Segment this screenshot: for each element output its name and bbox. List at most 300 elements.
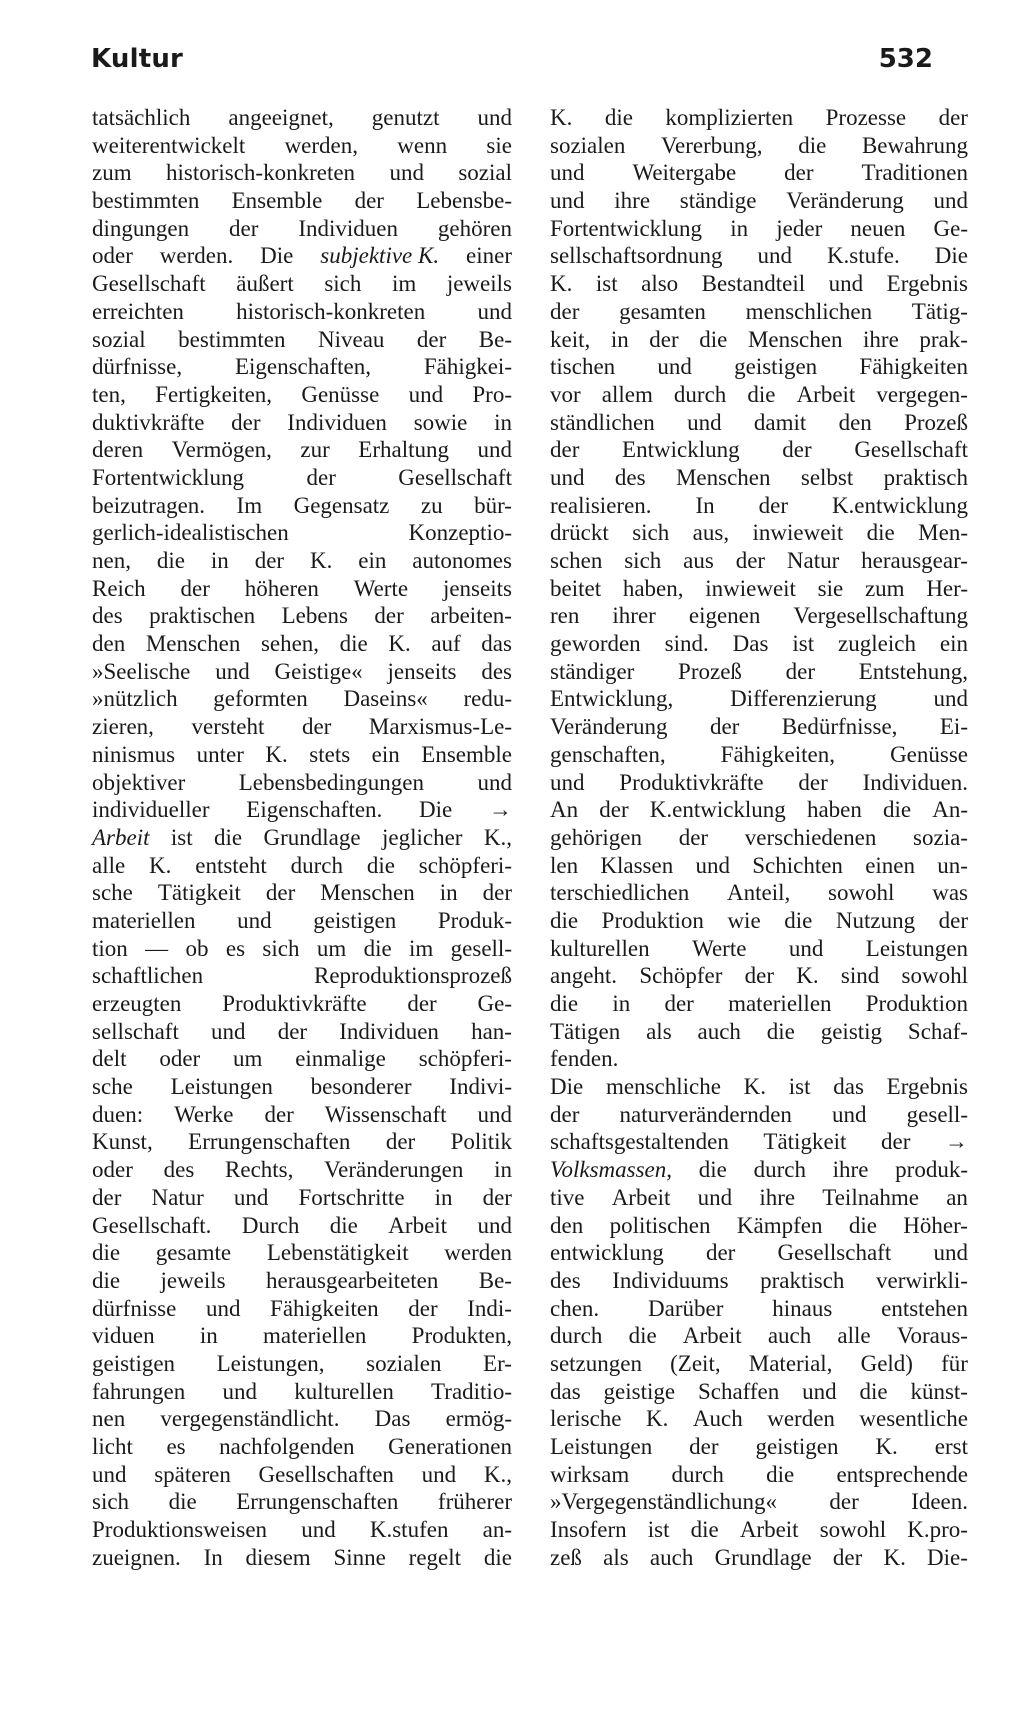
word: und (933, 686, 968, 712)
word: Prozeß (678, 658, 742, 684)
word: K. (796, 963, 819, 989)
word: tischen (550, 354, 616, 380)
word: Die (934, 243, 968, 269)
word: Werke (174, 1101, 234, 1127)
word: Be- (478, 1267, 512, 1293)
text-line (550, 1516, 968, 1544)
word: → (944, 1129, 968, 1155)
text-line (92, 1378, 512, 1406)
word: Insofern (550, 1517, 627, 1543)
word: Konzeptio- (408, 520, 512, 546)
word: Genüsse (301, 381, 380, 407)
word: ständlichen (550, 409, 655, 435)
word: und (695, 852, 730, 878)
word: und (301, 1517, 336, 1543)
word: ein (358, 548, 387, 573)
text-line (550, 381, 968, 409)
word: werden (767, 1406, 835, 1432)
word: Gesellschaft. (92, 1212, 212, 1238)
word: die (329, 1212, 358, 1238)
word: Produktionsweisen (92, 1517, 268, 1543)
word: jeweils (446, 271, 512, 297)
word: einen (865, 852, 916, 878)
word: der (550, 437, 580, 463)
word: sehen, (260, 631, 320, 657)
word: allem (601, 381, 653, 407)
word: beizutragen. (92, 492, 206, 518)
word: der (550, 1101, 580, 1127)
word: auch (649, 1544, 694, 1570)
word: die (483, 1544, 512, 1570)
word: K. (875, 1434, 898, 1459)
word: Teilnahme (822, 1184, 920, 1210)
word: äußert (236, 271, 294, 297)
word: Gesellschaft (92, 271, 206, 297)
word: und (477, 437, 512, 463)
word: Pro- (472, 381, 512, 407)
word: K. (646, 1406, 669, 1432)
word: Das (374, 1406, 411, 1432)
word: die (698, 1157, 727, 1183)
word: dürfnisse, (92, 354, 183, 380)
word: setzungen (550, 1350, 642, 1376)
word: der (264, 1101, 294, 1127)
word: sind (840, 963, 880, 989)
word: In (695, 492, 715, 518)
word: in (730, 215, 749, 241)
word: der (265, 880, 296, 906)
word: zum (92, 160, 132, 186)
word: ist (788, 1074, 811, 1100)
word: naturverändernden (619, 1101, 792, 1127)
word: Errungenschaften (236, 1489, 399, 1515)
text-line (550, 409, 968, 437)
word: versteht (191, 714, 265, 740)
text-line (550, 159, 968, 187)
word: die (214, 824, 243, 850)
word: wie (727, 907, 761, 933)
word: Ideen. (911, 1489, 968, 1515)
word: der (649, 326, 679, 352)
word: inwieweit (705, 575, 796, 601)
text-line (92, 464, 512, 492)
word: Die (260, 243, 294, 269)
text-line (550, 1488, 968, 1516)
word: in (439, 880, 458, 906)
word: der (306, 464, 336, 490)
word: redu- (463, 686, 512, 712)
word: zieren, (92, 714, 154, 740)
word: verwirkli- (876, 1267, 968, 1293)
word: Fortentwicklung (92, 464, 245, 490)
word: ständiger (550, 658, 635, 684)
word: durch (671, 1461, 724, 1487)
word: Veränderung (550, 714, 668, 740)
word: die (92, 1267, 121, 1293)
word: die (363, 935, 392, 961)
word: in (210, 548, 229, 573)
word: Klassen (600, 852, 674, 878)
word: und (697, 1184, 733, 1210)
word: also (641, 271, 679, 297)
word: werden (444, 1240, 512, 1266)
word: K.pro- (907, 1517, 968, 1543)
word: um (233, 1046, 263, 1072)
text-line (550, 104, 968, 132)
word: damit (753, 409, 807, 435)
word: und (550, 160, 585, 186)
word: Produk- (437, 907, 512, 933)
word: in (612, 991, 631, 1016)
word: aus (683, 548, 714, 573)
text-line (92, 1101, 512, 1129)
word: geistigen (92, 1350, 176, 1376)
text-line (550, 1461, 968, 1489)
text-line (92, 879, 512, 907)
word: in (610, 326, 629, 352)
word: es (166, 1434, 186, 1459)
text-line (92, 685, 512, 713)
word: oder (92, 1157, 133, 1183)
word: weiterentwickelt (92, 132, 246, 158)
word: schaftsgestaltenden (550, 1129, 729, 1155)
word: Ergebnis (886, 1074, 968, 1100)
word: sowohl (901, 963, 968, 989)
word: menschlichen (745, 298, 873, 324)
word: der (784, 160, 814, 186)
word: K. (883, 1544, 906, 1570)
word: der (689, 1434, 719, 1459)
word: »Vergegenständlichung« (550, 1489, 777, 1515)
word: geistigen (313, 907, 397, 933)
text-line (92, 769, 512, 797)
word: gesamten (619, 298, 706, 324)
word: erst (934, 1434, 968, 1459)
word: Schichten (752, 852, 843, 878)
word: schaftlichen (92, 963, 204, 989)
word: auch (697, 1018, 741, 1044)
word: die (798, 132, 827, 158)
word: durch (550, 1323, 603, 1349)
word: sie (817, 575, 844, 601)
text-line (550, 602, 968, 630)
word: Errungenschaften (188, 1129, 351, 1155)
word: der (678, 824, 709, 850)
text-line (92, 1433, 512, 1461)
text-line (550, 907, 968, 935)
text-line (550, 962, 968, 990)
text-line (550, 1101, 968, 1129)
text-line (92, 630, 512, 658)
word: ermög- (445, 1406, 512, 1432)
text-line (550, 1239, 968, 1267)
word: die (866, 520, 895, 546)
text-line (550, 1184, 968, 1212)
word: als (646, 1018, 672, 1044)
word: gerlich-idealistischen (92, 520, 289, 546)
word: sich (624, 548, 662, 573)
word: der (798, 769, 828, 795)
word: keit, (550, 326, 591, 352)
word: gehörigen (550, 824, 642, 850)
word: herausgear- (861, 548, 968, 573)
word: und (802, 1378, 837, 1404)
word: und (205, 1295, 241, 1321)
word: und (477, 105, 512, 130)
word: ist (595, 271, 618, 297)
word: → (488, 797, 512, 823)
emphasized-word: Volksmassen, (550, 1157, 673, 1183)
text-line (550, 990, 968, 1018)
word: und (828, 271, 864, 297)
word: Schaffen (697, 1378, 780, 1404)
word: Lebens (281, 603, 348, 629)
word: un- (937, 852, 968, 878)
word: in (434, 1184, 453, 1210)
word: und (477, 1101, 512, 1127)
word: und (687, 409, 722, 435)
word: jeweils (160, 1267, 226, 1293)
word: angeeignet, (228, 105, 334, 130)
word: geworden (550, 631, 641, 657)
word: und (233, 1184, 269, 1210)
word: Menschen (675, 464, 771, 490)
text-line (92, 602, 512, 630)
word: schöpferi- (418, 852, 512, 878)
word: ninismus (92, 741, 176, 767)
word: regelt (408, 1544, 462, 1570)
word: zum (864, 575, 905, 601)
text-line (92, 1018, 512, 1046)
text-line (550, 215, 968, 243)
word: menschliche (605, 1074, 721, 1100)
word: Reproduktionsprozeß (313, 963, 512, 989)
word: inwieweit (752, 520, 844, 546)
word: und (933, 1240, 968, 1266)
word: Werte (353, 575, 409, 601)
word: hinaus (772, 1295, 833, 1321)
word: Die- (927, 1544, 968, 1570)
word: die (168, 1489, 197, 1515)
word: den (838, 409, 872, 435)
emphasized-word: subjektive K. (320, 243, 440, 269)
word: des (92, 603, 123, 629)
text-line (92, 436, 512, 464)
word: genutzt (371, 105, 440, 130)
text-line (550, 935, 968, 963)
text-line (92, 935, 512, 963)
word: autonomes (412, 548, 512, 573)
text-line (550, 270, 968, 298)
word: chen. (550, 1295, 600, 1321)
word: sich (324, 271, 362, 297)
word: werden. (159, 243, 234, 269)
word: und (757, 243, 792, 269)
word: der (785, 658, 815, 684)
word: durch (753, 1157, 806, 1183)
word: späteren (154, 1461, 231, 1487)
word: materiellen (728, 991, 832, 1016)
word: gesell- (450, 935, 512, 961)
word: lerische (550, 1406, 622, 1432)
text-line (550, 326, 968, 354)
word: der (758, 492, 788, 518)
word: Tätigkeit (157, 880, 241, 906)
text-line (92, 242, 512, 270)
word: oder (92, 243, 133, 269)
word: künst- (910, 1378, 968, 1404)
word: die (550, 907, 579, 933)
word: objektiver (92, 769, 186, 795)
word: der (92, 1184, 122, 1210)
word: der (407, 991, 437, 1016)
word: die (859, 1378, 888, 1404)
word: Politik (450, 1129, 512, 1155)
word: sellschaftsordnung (550, 243, 723, 269)
word: zur (300, 437, 330, 463)
text-line (550, 796, 968, 824)
word: Gesellschaft (854, 437, 968, 463)
word: um (316, 935, 347, 961)
word: kulturellen (550, 935, 650, 961)
word: Natur (151, 1184, 204, 1210)
text-line (92, 1156, 512, 1184)
text-line (92, 353, 512, 381)
word: Tätig- (911, 298, 968, 324)
word: jeglicher (381, 824, 463, 850)
word: Be- (478, 326, 512, 352)
word: die (92, 1240, 121, 1266)
word: Fertigkeiten, (155, 381, 273, 407)
word: ständige (679, 188, 757, 214)
word: Sinne (333, 1544, 386, 1570)
word: fenden. (550, 1046, 619, 1072)
word: und (222, 1378, 257, 1404)
word: ten, (92, 381, 126, 407)
word: Menschen (747, 326, 843, 352)
word: Grundlage (714, 1544, 812, 1570)
text-line (92, 1350, 512, 1378)
word: tion (92, 935, 128, 961)
word: und (477, 298, 512, 324)
word: die (699, 326, 728, 352)
word: der (829, 1489, 859, 1515)
text-line (92, 1516, 512, 1544)
word: an (946, 1184, 968, 1210)
text-line (92, 575, 512, 603)
word: — (145, 935, 169, 961)
word: Produkten, (411, 1323, 512, 1349)
word: Ergebnis (886, 271, 968, 297)
word: K.entwicklung (831, 492, 968, 518)
word: sich (92, 1489, 130, 1515)
word: und (550, 464, 585, 490)
word: sozialen (366, 1350, 442, 1376)
word: der (277, 1018, 308, 1044)
word: Produktion (865, 991, 968, 1016)
word: der (709, 714, 740, 740)
word: der (180, 575, 210, 601)
word: »Seelische (92, 658, 191, 684)
text-line (92, 409, 512, 437)
word: ist (170, 824, 193, 850)
word: unter (196, 741, 244, 767)
text-line (550, 436, 968, 464)
text-line (92, 741, 512, 769)
word: (Zeit, (670, 1350, 721, 1376)
word: Die (419, 797, 453, 823)
word: Genüsse (890, 741, 968, 767)
word: nen (92, 1406, 126, 1432)
text-line (550, 1378, 968, 1406)
word: Men- (918, 520, 968, 546)
text-line (550, 769, 968, 797)
word: geistigen (755, 1434, 839, 1459)
word: Anteil, (726, 880, 791, 906)
word: bür- (474, 492, 512, 518)
word: selbst (800, 464, 854, 490)
word: und (211, 1018, 246, 1044)
word: beitet (550, 575, 602, 601)
emphasized-word: Arbeit (92, 824, 150, 850)
word: Rechts, (225, 1157, 294, 1183)
text-line (550, 879, 968, 907)
word: Leistungen, (216, 1350, 325, 1376)
text-line (550, 1322, 968, 1350)
word: Generationen (388, 1434, 512, 1459)
word: einmalige (295, 1046, 386, 1072)
word: Kunst, (92, 1129, 153, 1155)
word: Menschen (145, 631, 241, 657)
word: Vermögen, (171, 437, 272, 463)
word: kulturellen (294, 1378, 394, 1404)
word: durch (290, 852, 343, 878)
word: der (705, 1240, 736, 1266)
word: Fähigkei- (423, 354, 512, 380)
word: der (599, 797, 629, 823)
word: die (766, 1461, 795, 1487)
word: Material, (748, 1350, 833, 1376)
word: K.stufen (369, 1517, 449, 1543)
word: und (237, 907, 272, 933)
word: haben (806, 797, 862, 823)
text-line (92, 1544, 512, 1572)
word: den (550, 1212, 584, 1238)
word: und (477, 1212, 512, 1238)
word: die (690, 1517, 719, 1543)
text-line (92, 270, 512, 298)
word: licht (92, 1434, 133, 1459)
word: und (832, 1101, 867, 1127)
text-line (92, 852, 512, 880)
word: früherer (437, 1489, 512, 1515)
word: ein (371, 741, 400, 767)
word: geistig (820, 1018, 883, 1044)
word: in (199, 1323, 218, 1349)
text-line (92, 1322, 512, 1350)
text-line (550, 1295, 968, 1323)
word: Die (550, 1074, 584, 1100)
word: besonderer (310, 1074, 412, 1100)
word: Schöpfer (639, 963, 723, 989)
word: sowohl (828, 880, 895, 906)
word: Individuen. (862, 769, 968, 795)
word: Arbeit (682, 1323, 742, 1349)
word: Niveau (317, 326, 385, 352)
word: Eigenschaften, (234, 354, 371, 380)
word: geistige (603, 1378, 676, 1404)
word: K. (265, 741, 288, 767)
